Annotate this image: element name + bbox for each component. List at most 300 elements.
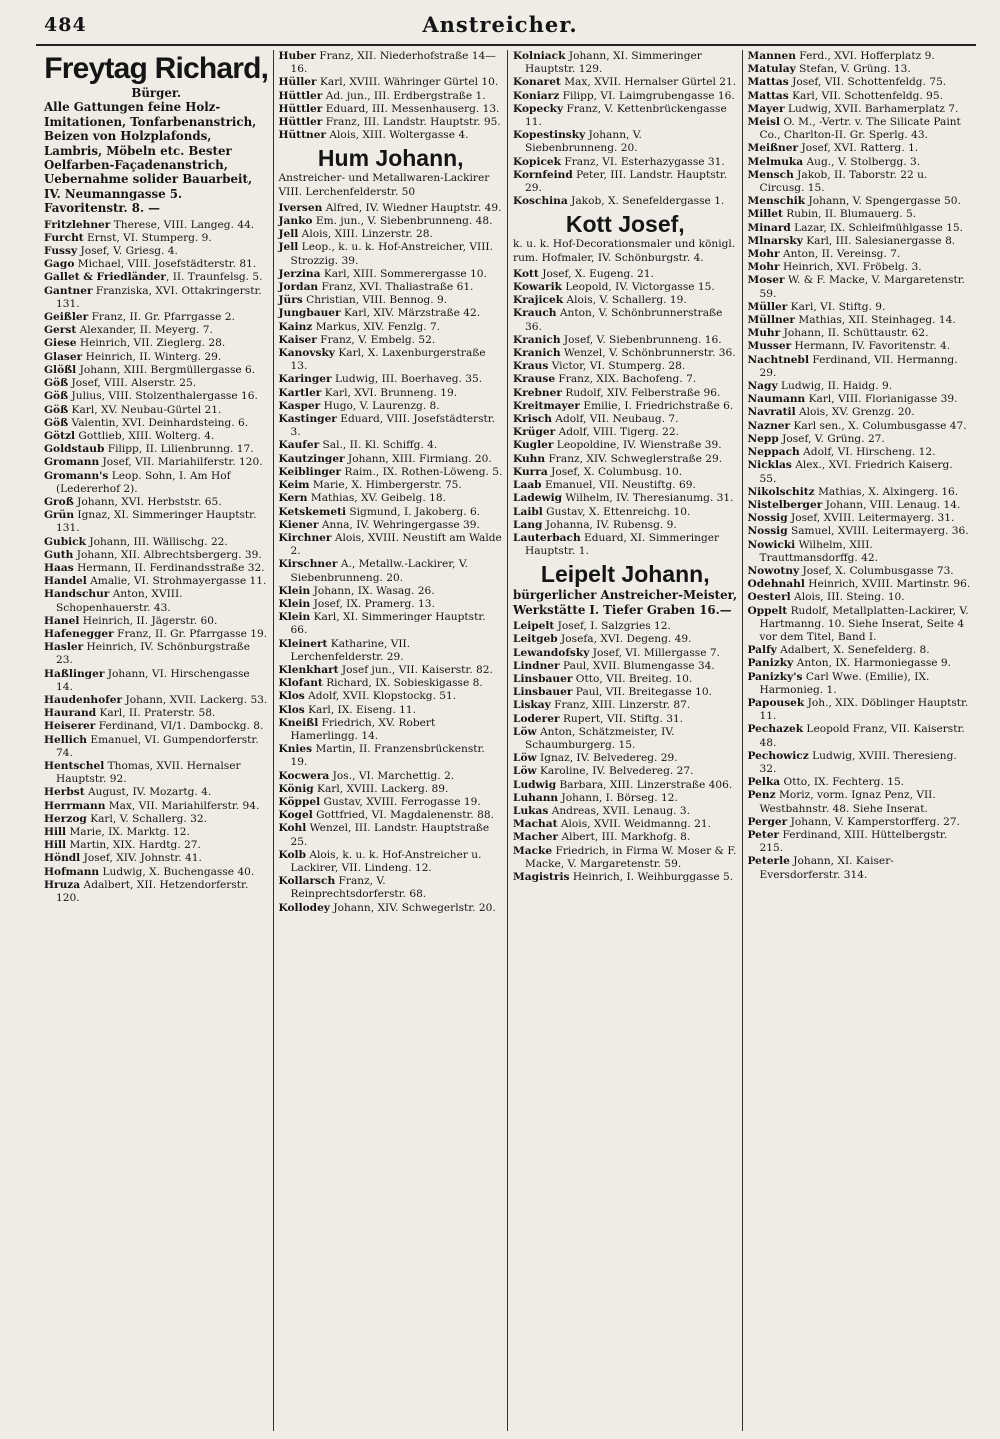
entry-surname: Kocwera [278,769,330,782]
entry-surname: Panizky [747,657,794,670]
entry-surname: Guth [44,548,74,561]
entry-surname: Knies [278,743,313,756]
directory-entry [748,671,973,697]
directory-entry [748,459,973,485]
entry-surname: Höndl [44,852,81,865]
entry-surname: Klenkhart [278,663,339,676]
entry-surname: Iversen [278,201,323,214]
entry-surname: Peter [747,828,780,841]
entry-surname: Lewandofsky [513,646,590,659]
directory-entry [513,519,738,532]
entry-details: Alex., XVI. Friedrich Kaiserg. 55. [759,459,957,485]
entry-details: Karoline, IV. Belvedereg. 27. [536,765,694,778]
directory-entry [748,657,973,670]
directory-entry [513,532,738,558]
directory-entry [279,849,504,875]
entry-details: Johann, III. Wällischg. 22. [85,535,228,548]
entry-details: Franz, XIV. Schweglerstraße 29. [545,452,723,465]
entry-surname: Klos [278,703,305,716]
entry-details: Andreas, XVII. Lenaug. 3. [548,804,690,817]
entry-surname: Lauterbach [513,531,581,544]
directory-entry [748,723,973,749]
entry-surname: Götzl [44,429,76,442]
entry-list [513,50,738,208]
entry-surname: Groß [44,495,74,508]
directory-entry [44,800,269,813]
column-3 [507,50,742,1431]
entry-surname: Müller [747,300,788,313]
entry-details: Stefan, V. Grüng. 13. [795,63,911,76]
entry-details: Hugo, V. Laurenzg. 8. [320,399,440,412]
entry-details: Johann, IX. Wasag. 26. [310,584,435,597]
entry-details: Alois, III. Steing. 10. [790,591,905,604]
entry-details: Franz, XIX. Bachofeng. 7. [555,373,697,386]
entry-details: Barbara, XIII. Linzerstraße 406. [556,778,733,791]
directory-entry [513,413,738,426]
entry-surname: Lang [513,518,543,531]
entry-surname: Furcht [44,231,84,244]
entry-details: Karl, XV. Neubau-Gürtel 21. [68,403,222,416]
entry-details: Josef, I. Salzgries 12. [554,620,671,633]
directory-entry [44,351,269,364]
directory-entry [44,258,269,271]
directory-entry [279,103,504,116]
entry-details: Filipp, II. Lilienbrunng. 17. [104,443,254,456]
entry-surname: Hafenegger [44,627,114,640]
directory-entry [748,327,973,340]
advert-kott [513,210,738,264]
advert-role: Bürger. [131,86,182,100]
directory-entry [748,63,973,76]
entry-surname: Ketskemeti [278,505,347,518]
entry-surname: Kirschner [278,558,338,571]
entry-surname: Mohr [747,248,780,261]
entry-surname: Mayer [747,102,785,115]
entry-details: Ludwig, XVII. Barhamerplatz 7. [784,102,959,115]
directory-entry [279,294,504,307]
directory-entry [513,195,738,208]
entry-surname: Luhann [513,791,559,804]
directory-entry [44,694,269,707]
entry-surname: Kleinert [278,637,328,650]
entry-surname: Kolniack [513,50,566,62]
directory-entry [513,713,738,726]
entry-details: Julius, VIII. Stolzenthalergasse 16. [68,390,258,403]
entry-details: Moriz, vorm. Ignaz Penz, VII. Westbahnstr. 48. Siehe Inserat. [759,789,940,815]
directory-entry [513,129,738,155]
directory-entry [44,285,269,311]
directory-entry [513,76,738,89]
entry-surname: Nachtnebl [747,353,809,366]
directory-entry [279,809,504,822]
directory-entry [513,660,738,673]
directory-entry [513,805,738,818]
entry-details: Johann, XVI. Herbststr. 65. [73,495,222,508]
entry-details: Leop., k. u. k. Hof-Anstreicher, VIII. Strozzig. 39. [290,241,497,267]
entry-list [513,268,738,558]
entry-list [44,219,269,906]
directory-entry [44,417,269,430]
entry-surname: Matulay [747,63,796,76]
entry-surname: Kugler [513,439,554,452]
directory-entry [44,879,269,905]
entry-surname: Kollodey [278,901,330,914]
entry-surname: Leipelt [513,620,555,633]
entry-details: Johann, V. Spengergasse 50. [805,195,961,208]
entry-list [279,50,504,142]
directory-entry [279,717,504,743]
entry-details: Katharine, VII. Lerchenfelderstr. 29. [290,637,414,663]
entry-details: Heinrich, VII. Zieglerg. 28. [76,337,226,350]
entry-surname: Nossig [747,512,788,525]
directory-entry [279,598,504,611]
entry-surname: Lindner [513,659,560,672]
directory-entry [44,839,269,852]
directory-entry [279,506,504,519]
entry-surname: Krüger [513,426,556,439]
directory-entry [748,235,973,248]
entry-details: Emilie, I. Friedrichstraße 6. [580,399,734,412]
entry-surname: Herzog [44,812,87,825]
directory-entry [513,765,738,778]
directory-entry [44,760,269,786]
directory-entry [513,845,738,871]
entry-surname: Kranich [513,347,561,360]
directory-entry [748,90,973,103]
entry-details: Alois, XVIII. Neustift am Walde 2. [290,531,506,558]
entry-surname: Konaret [513,76,561,89]
directory-entry [279,202,504,215]
entry-surname: Gromann [44,456,100,469]
directory-entry [748,789,973,815]
entry-surname: Goldstaub [44,443,105,456]
entry-details: Ferd., XVI. Hofferplatz 9. [795,50,935,62]
entry-surname: Kaiser [278,333,317,346]
entry-surname: König [278,782,314,795]
entry-surname: Löw [513,765,537,778]
entry-details: Leopold, IV. Victorgasse 15. [561,281,715,294]
advert-text: Alle Gattungen feine Holz-Imitationen, Tonfarbenanstrich, Beizen von Holzplafonds, Lambris, Möbeln etc. Bester Oelfarben-Façadenanstrich, Uebernahme solider Bauarbeit, IV. Neumanngasse 5. Favoritenstr. 8. — [44,100,257,216]
entry-surname: Nepp [747,432,779,445]
entry-surname: Musser [747,340,792,353]
directory-entry [44,404,269,417]
directory-entry [513,169,738,195]
entry-details: Emanuel, VII. Neustiftg. 69. [541,479,696,492]
entry-surname: Kanovsky [278,347,335,360]
directory-entry [279,400,504,413]
entry-surname: Klein [278,611,311,624]
directory-entry [748,116,973,142]
entry-surname: Gantner [44,284,93,297]
entry-details: Christian, VIII. Bennog. 9. [302,294,448,307]
directory-entry [44,509,269,535]
entry-surname: Janko [278,215,313,228]
directory-entry [44,377,269,390]
directory-entry [748,486,973,499]
entry-surname: Laab [513,479,542,492]
directory-entry [279,439,504,452]
entry-surname: Laibl [513,505,543,518]
entry-details: Karl, III. Salesianergasse 8. [802,234,956,247]
entry-surname: Nicklas [747,459,792,472]
entry-details: Max, XVII. Hernalser Gürtel 21. [560,76,737,89]
entry-surname: Navratil [747,406,796,419]
entry-surname: Klein [278,597,311,610]
entry-details: Gottlieb, XIII. Wolterg. 4. [75,429,215,442]
header-rule [36,44,976,46]
directory-entry [44,470,269,496]
advert-name: Hum Johann, [317,145,464,172]
entry-surname: Koschina [513,195,568,208]
directory-entry [279,387,504,400]
entry-details: Alois, XIII. Linzerstr. 28. [298,228,433,241]
entry-details: Karl, VII. Schottenfeldg. 95. [788,89,943,102]
entry-details: Eduard, XI. Simmeringer Hauptstr. 1. [525,531,723,558]
entry-surname: Kiener [278,518,319,531]
entry-surname: Mensch [747,168,794,181]
directory-entry [279,770,504,783]
directory-entry [513,268,738,281]
entry-surname: Meisl [747,116,780,129]
directory-entry [748,248,973,261]
directory-entry [748,169,973,195]
directory-entry [44,271,269,284]
entry-surname: Kopicek [513,155,562,168]
entry-surname: Müllner [747,314,796,327]
entry-surname: Krauch [513,307,557,320]
entry-details: Josefa, XVI. Degeng. 49. [557,633,692,646]
entry-surname: Köppel [278,795,321,808]
entry-details: Karl, VI. Stiftg. 9. [787,300,886,313]
directory-entry [748,512,973,525]
entry-details: Martin, II. Franzensbrückenstr. 19. [290,743,489,769]
entry-details: Wilhelm, XIII. Trauttmansdorffg. 42. [759,538,879,564]
directory-entry [279,638,504,664]
entry-surname: Keiblinger [278,465,342,478]
directory-entry [279,796,504,809]
advert-name: Leipelt Johann, [540,561,710,588]
entry-surname: Hofmann [44,865,100,878]
entry-details: Eduard, III. Messenhauserg. 13. [322,102,500,115]
entry-surname: Hüttner [278,129,327,142]
entry-details: Mathias, XII. Steinhageg. 14. [795,314,956,327]
entry-surname: Haßlinger [44,667,105,680]
entry-details: A., Metallw.-Lackirer, V. Siebenbrunneng. 20. [290,558,472,584]
entry-surname: Odehnahl [747,578,805,591]
directory-entry [279,268,504,281]
directory-entry [513,726,738,752]
entry-surname: Pelka [747,776,781,789]
directory-entry [279,492,504,505]
directory-entry [513,620,738,633]
directory-entry [44,443,269,456]
entry-surname: Palfy [747,644,777,657]
entry-surname: Huber [278,50,316,62]
entry-details: Markus, XIV. Fenzlg. 7. [312,320,441,333]
directory-entry [279,373,504,386]
entry-surname: Nossig [747,525,788,538]
entry-details: Franz, XVI. Thaliastraße 61. [318,281,474,294]
directory-entry [513,387,738,400]
directory-entry [748,222,973,235]
directory-entry [44,337,269,350]
entry-surname: Mohr [747,261,780,274]
entry-surname: Hüttler [278,116,323,129]
directory-entry [748,50,973,63]
directory-entry [748,301,973,314]
entry-details: Heinrich, IV. Schönburgstraße 23. [56,641,254,667]
entry-details: Ludwig, II. Haidg. 9. [777,380,893,393]
directory-entry [44,852,269,865]
directory-entry [279,453,504,466]
entry-details: Thomas, XVII. Hernalser Hauptstr. 92. [56,759,244,786]
advert-name: Freytag Richard, [44,52,269,85]
directory-entry [44,588,269,614]
directory-entry [279,334,504,347]
entry-details: Franziska, XVI. Ottakringerstr. 131. [56,284,266,310]
columns [36,50,976,1431]
page-number: 484 [44,14,87,36]
directory-entry [513,699,738,712]
entry-details: , II. Traunfelsg. 5. [165,271,263,284]
entry-details: Josef, XVI. Ratterg. 1. [798,142,919,155]
entry-details: Josef, VII. Mariahilferstr. 120. [99,456,263,469]
entry-surname: Geißler [44,311,89,324]
entry-surname: Macke [513,844,553,857]
entry-details: Ad. jun., III. Erdbergstraße 1. [322,89,486,102]
entry-surname: Gago [44,258,75,271]
entry-surname: Kern [278,492,308,505]
entry-details: Michael, VIII. Josefstädterstr. 81. [74,258,257,271]
entry-details: Richard, IX. Sobieskigasse 8. [322,677,483,690]
entry-surname: Hruza [44,878,81,891]
entry-surname: Macher [513,831,559,844]
entry-surname: Loderer [513,712,560,725]
entry-details: Friedrich, in Firma W. Moser & F. Macke, V. Margaretenstr. 59. [525,844,740,870]
entry-details: Heinrich, XVI. Fröbelg. 3. [779,261,922,274]
entry-surname: Kopecky [513,102,564,115]
entry-details: Jakob, II. Taborstr. 22 u. Circusg. 15. [759,168,931,195]
entry-surname: Krisch [513,413,552,426]
entry-details: Marie, IX. Marktg. 12. [66,826,190,838]
entry-details: Johann, V. Siebenbrunneng. 20. [525,129,646,155]
entry-details: Adolf, XVII. Klopstockg. 51. [304,690,457,703]
entry-details: Josef, VIII. Alserstr. 25. [68,377,197,390]
entry-details: Ignaz, IV. Belvedereg. 29. [536,752,678,765]
directory-entry [279,466,504,479]
entry-details: Alois, k. u. k. Hof-Anstreicher u. Lackirer, VII. Lindeng. 12. [290,848,485,874]
entry-details: Karl, XVIII. Lackerg. 89. [313,782,449,795]
directory-entry [279,228,504,241]
entry-details: Rudolf, Metallplatten-Lackirer, V. Hartmanng. 10. Siehe Inserat, Seite 4 vor dem Titel, Band I. [759,604,972,643]
entry-surname: Karinger [278,373,332,386]
directory-entry [44,324,269,337]
entry-surname: Göß [44,403,69,416]
entry-details: Johann, II. Schüttaustr. 62. [780,327,929,340]
entry-details: Franz, II. Gr. Pfarrgasse 2. [88,311,235,324]
entry-details: Anton, Schätzmeister, IV. Schaumburgerg. 15. [525,725,678,751]
directory-entry [748,103,973,116]
entry-surname: Kott [513,267,539,280]
entry-details: Johanna, IV. Rubensg. 9. [542,518,677,531]
entry-surname: Nazner [747,419,791,432]
entry-surname: Kowarik [513,281,562,294]
entry-details: Therese, VIII. Langeg. 44. [110,218,255,231]
entry-details: Karl, V. Schallerg. 32. [86,812,207,825]
directory-entry [748,261,973,274]
directory-entry [279,90,504,103]
entry-details: Rudolf, XIV. Felberstraße 96. [561,386,721,399]
directory-entry [279,129,504,142]
directory-entry [279,215,504,228]
entry-surname: Klein [278,584,311,597]
entry-details: Josef, V. Siebenbrunneng. 16. [560,333,722,346]
entry-details: Raim., IX. Rothen-Löweng. 5. [341,465,503,478]
entry-surname: Mattas [747,76,789,89]
entry-details: Adalbert, XII. Hetzendorferstr. 120. [56,878,252,905]
entry-details: Lazar, IX. Schleifmühlgasse 15. [790,221,964,234]
entry-surname: Nowicki [747,538,796,551]
entry-surname: Muhr [747,327,781,340]
entry-details: Adolf, VII. Neubaug. 7. [551,413,679,426]
entry-surname: Gubick [44,535,86,548]
entry-surname: Kneißl [278,716,319,729]
entry-surname: Hüttler [278,89,323,102]
directory-entry [513,103,738,129]
entry-details: Heinrich, XVIII. Martinstr. 96. [804,578,971,591]
entry-surname: Oppelt [747,604,788,617]
entry-surname: Kranich [513,333,561,346]
directory-entry [279,902,504,915]
entry-details: Karl, VIII. Florianigasse 39. [805,393,958,406]
entry-details: Amalie, VI. Strohmayergasse 11. [86,575,267,588]
entry-details: Ferdinand, VI/1. Dambockg. 8. [95,720,264,733]
entry-surname: Kirchner [278,531,332,544]
entry-surname: Kollarsch [278,875,336,888]
entry-surname: Mattas [747,89,789,102]
directory-entry [279,321,504,334]
directory-entry [748,208,973,221]
entry-surname: Klos [278,690,305,703]
directory-entry [748,340,973,353]
entry-surname: Moser [747,274,785,287]
entry-details: Filipp, VI. Laimgrubengasse 16. [559,89,735,102]
entry-details: Ferdinand, XIII. Hüttelbergstr. 215. [759,828,951,855]
directory-entry [44,866,269,879]
entry-details: Anton, IX. Harmoniegasse 9. [793,657,952,670]
directory-entry [513,400,738,413]
directory-entry [748,816,973,829]
directory-entry [279,281,504,294]
entry-surname: Ladewig [513,492,563,505]
directory-entry [748,446,973,459]
entry-details: Karl, IX. Eiseng. 11. [304,703,417,716]
directory-entry [513,347,738,360]
directory-entry [44,456,269,469]
directory-entry [44,786,269,799]
entry-details: Max, VII. Mariahilferstr. 94. [105,799,260,812]
directory-entry [513,647,738,660]
directory-entry [279,875,504,901]
entry-surname: Krause [513,373,556,386]
directory-entry [279,50,504,76]
entry-details: Adalbert, X. Senefelderg. 8. [776,644,930,657]
directory-entry [279,307,504,320]
entry-details: Josef, XVIII. Leitermayerg. 31. [787,512,955,525]
directory-entry [513,506,738,519]
column-1 [36,50,273,1431]
entry-surname: Kaufer [278,439,320,452]
